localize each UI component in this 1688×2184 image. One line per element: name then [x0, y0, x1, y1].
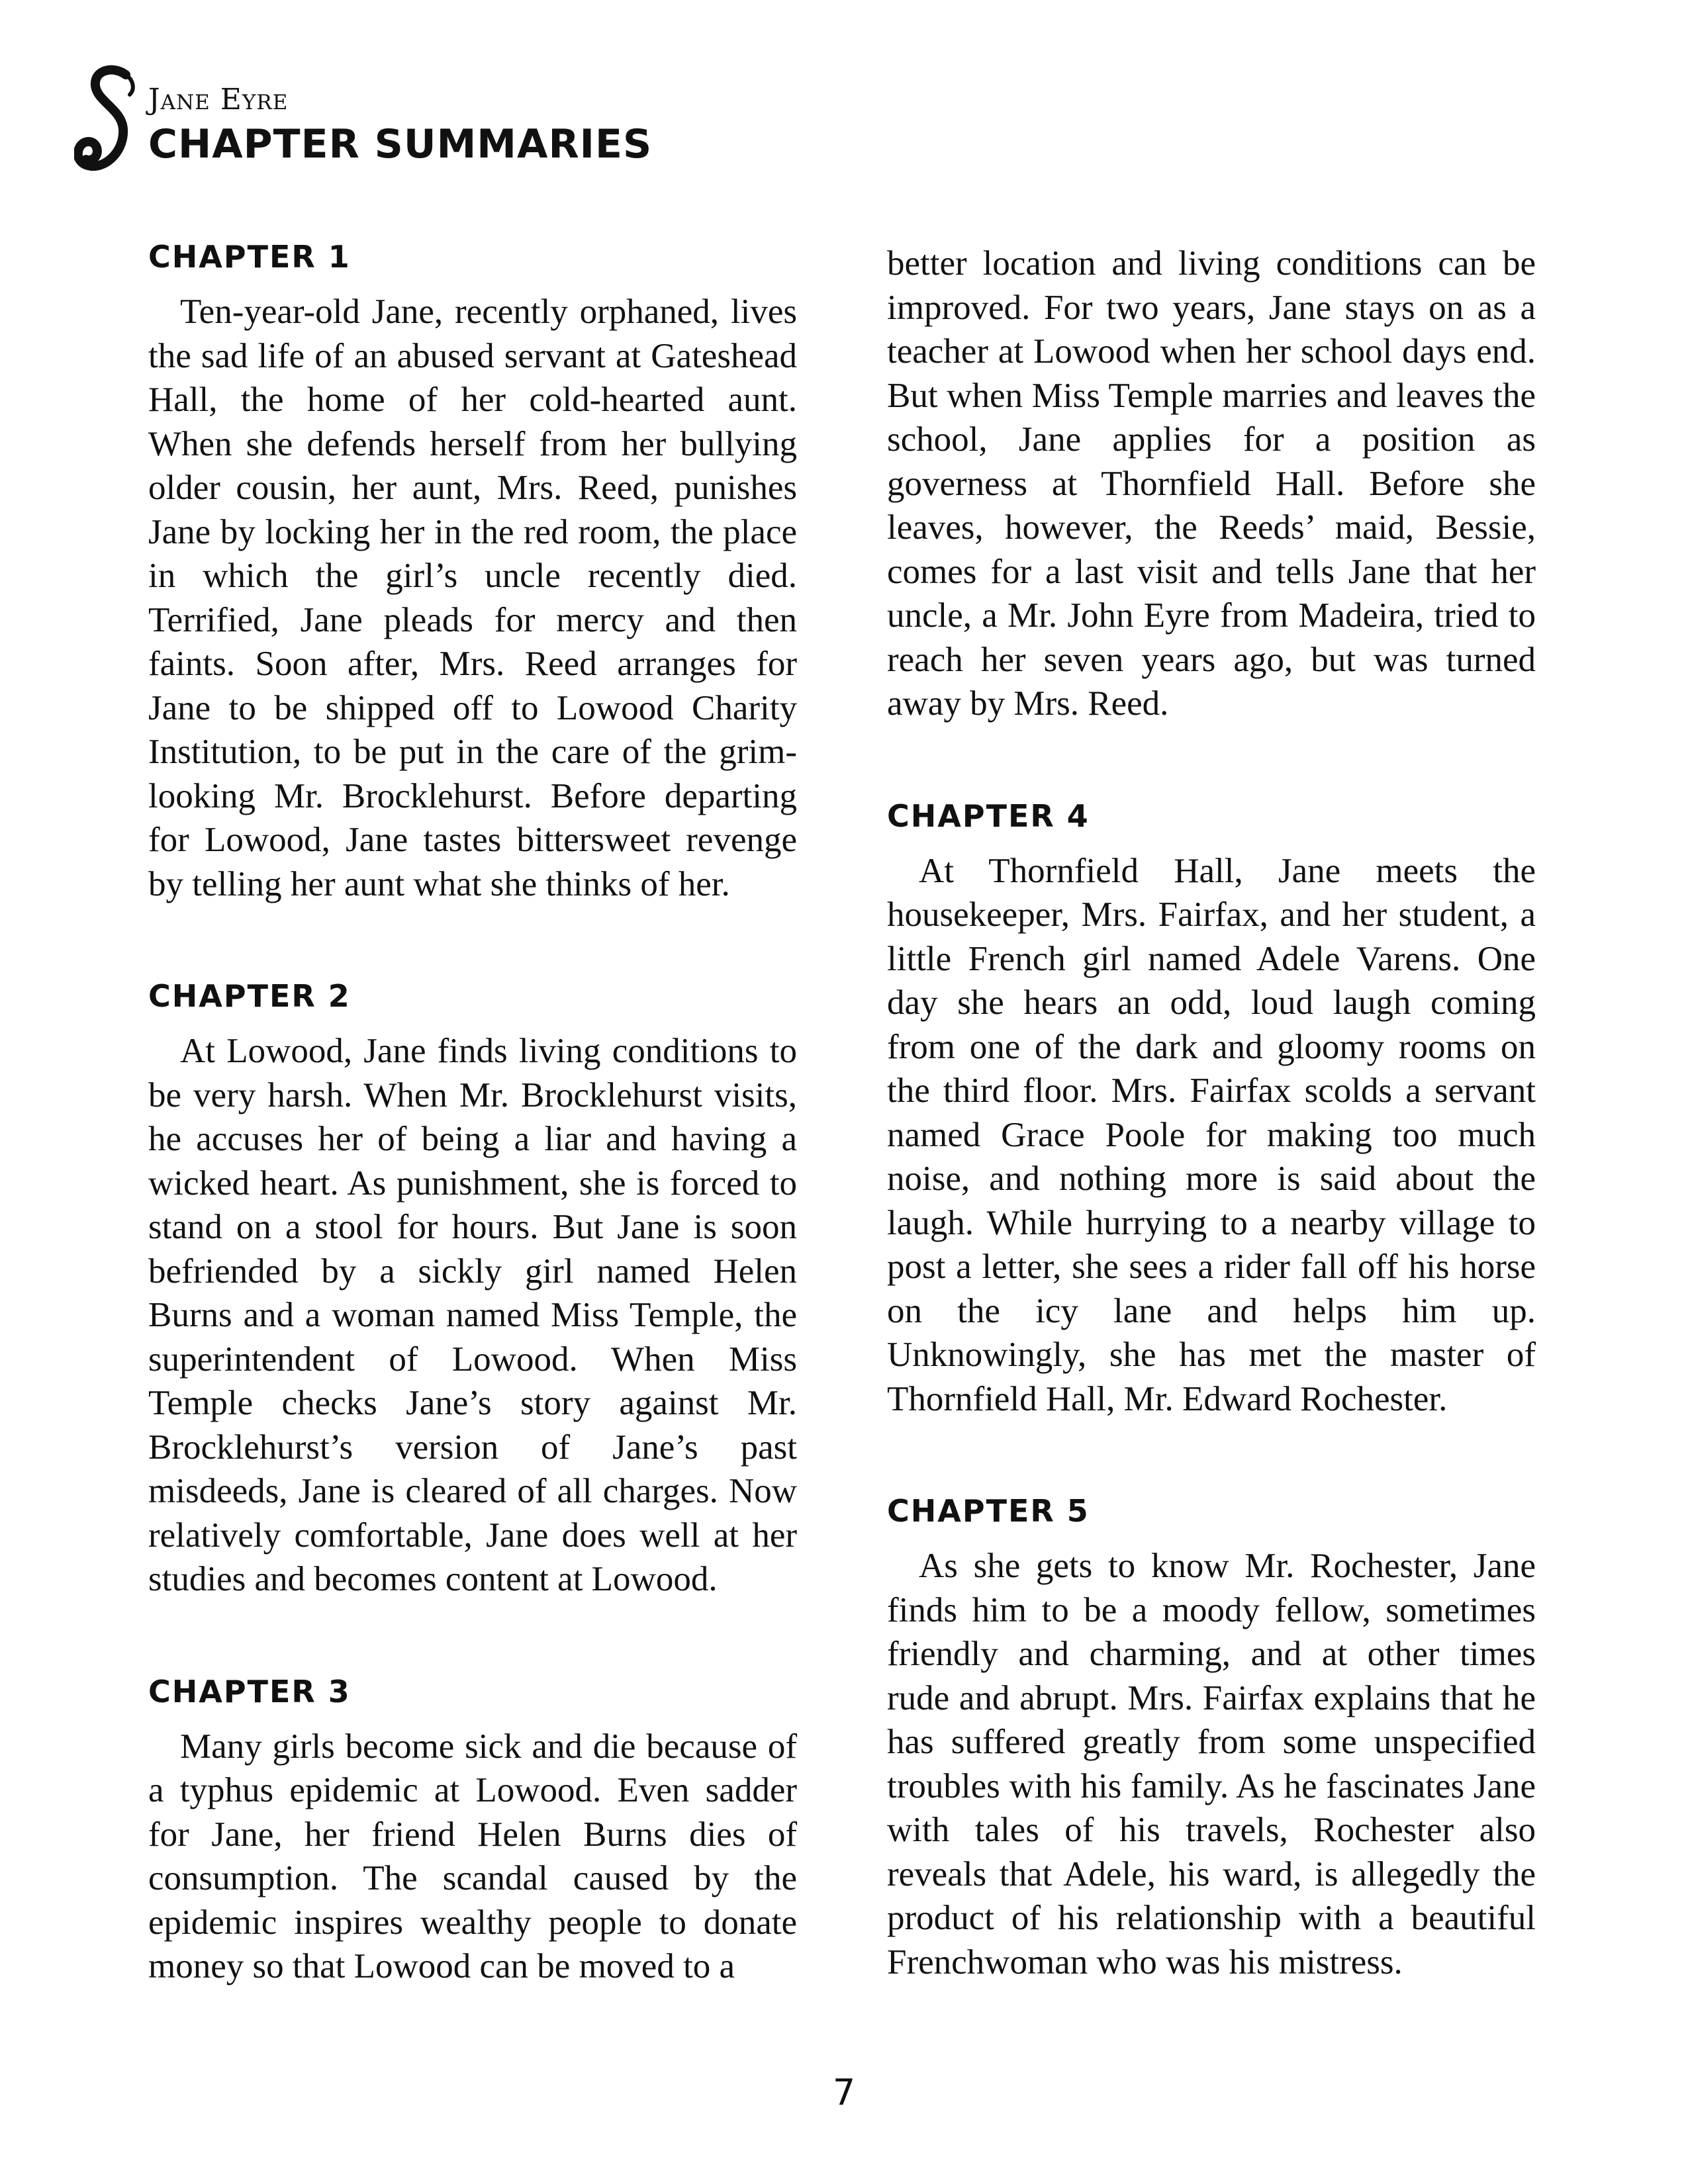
chapter-3-section [148, 1673, 797, 1989]
chapter-4-summary: At Thornfield Hall, Jane meets the housekeeper, Mrs. Fairfax, and her student, a little French girl named Adele Varens. One day she hears an odd, loud laugh coming from one of the dark and gloomy rooms on the third floor. Mrs. Fairfax scolds a servant named Grace Poole for making too much noise, and nothing more is said about the laugh. While hurrying to a nearby village to post a letter, she sees a rider fall off his horse on the icy lane and helps him up. Unknowingly, she has met the master of Thornfield Hall, Mr. Edward Rochester. [887, 851, 1536, 1418]
chapter-2-heading: CHAPTER 2 [148, 978, 351, 1014]
chapter-2-section [148, 978, 797, 1602]
right-column [887, 242, 1536, 2056]
chapter-1-heading: CHAPTER 1 [148, 239, 351, 275]
chapter-4-heading: CHAPTER 4 [887, 797, 1090, 834]
chapter-5-heading: CHAPTER 5 [887, 1493, 1090, 1529]
decorative-s-logo-icon [74, 63, 147, 179]
chapter-5-section [887, 1492, 1536, 1984]
chapter-5-summary: As she gets to know Mr. Rochester, Jane finds him to be a moody fellow, sometimes friendly and charming, and at other times rude and abrupt. Mrs. Fairfax explains that he has suffered greatly from some unspecified troubles with his family. As he fascinates Jane with tales of his travels, Rochester also reveals that Adele, his ward, is allegedly the product of his relationship with a beautiful Frenchwoman who was his mistress. [887, 1547, 1536, 1981]
chapter-3-heading: CHAPTER 3 [148, 1673, 351, 1709]
book-title: Jane Eyre [148, 83, 289, 116]
page-header [74, 63, 868, 182]
chapter-4-section [887, 797, 1536, 1422]
page-number: 7 [832, 2071, 856, 2113]
chapter-1-summary: Ten-year-old Jane, recently orphaned, lives the sad life of an abused servant at Gateshead Hall, the home of her cold-hearted aunt. When she defends herself from her bullying older cousin, her aunt, Mrs. Reed, punishes Jane by locking her in the red room, the place in which the girl’s uncle recently died. Terrified, Jane pleads for mercy and then faints. Soon after, Mrs. Reed arranges for Jane to be shipped off to Lowood Charity Institution, to be put in the care of the grim-looking Mr. Brocklehurst. Before departing for Lowood, Jane tastes bittersweet revenge by telling her aunt what she thinks of her. [148, 293, 797, 903]
chapter-3-summary: Many girls become sick and die because of a typhus epidemic at Lowood. Even sadder for Jane, her friend Helen Burns dies of consumption. The scandal caused by the epidemic inspires wealthy people to donate money so that Lowood can be moved to a [148, 1727, 797, 1985]
section-title: CHAPTER SUMMARIES [148, 121, 653, 167]
chapter-2-summary: At Lowood, Jane finds living conditions to be very harsh. When Mr. Brocklehurst visits, he accuses her of being a liar and having a wicked heart. As punishment, she is forced to stand on a stool for hours. But Jane is soon befriended by a sickly girl named Helen Burns and a woman named Miss Temple, the superintendent of Lowood. When Miss Temple checks Jane’s story against Mr. Brocklehurst’s version of Jane’s past misdeeds, Jane is cleared of all charges. Now relatively comfortable, Jane does well at her studies and becomes content at Lowood. [148, 1032, 797, 1598]
chapter-1-section [148, 238, 797, 906]
left-column [148, 238, 797, 2060]
chapter-3-summary-continued: better location and living conditions can be improved. For two years, Jane stays on as a teacher at Lowood when her school days end. But when Miss Temple marries and leaves the school, Jane applies for a position as governess at Thornfield Hall. Before she leaves, however, the Reeds’ maid, Bessie, comes for a last visit and tells Jane that her uncle, a Mr. John Eyre from Madeira, tried to reach her seven years ago, but was turned away by Mrs. Reed. [887, 244, 1536, 723]
